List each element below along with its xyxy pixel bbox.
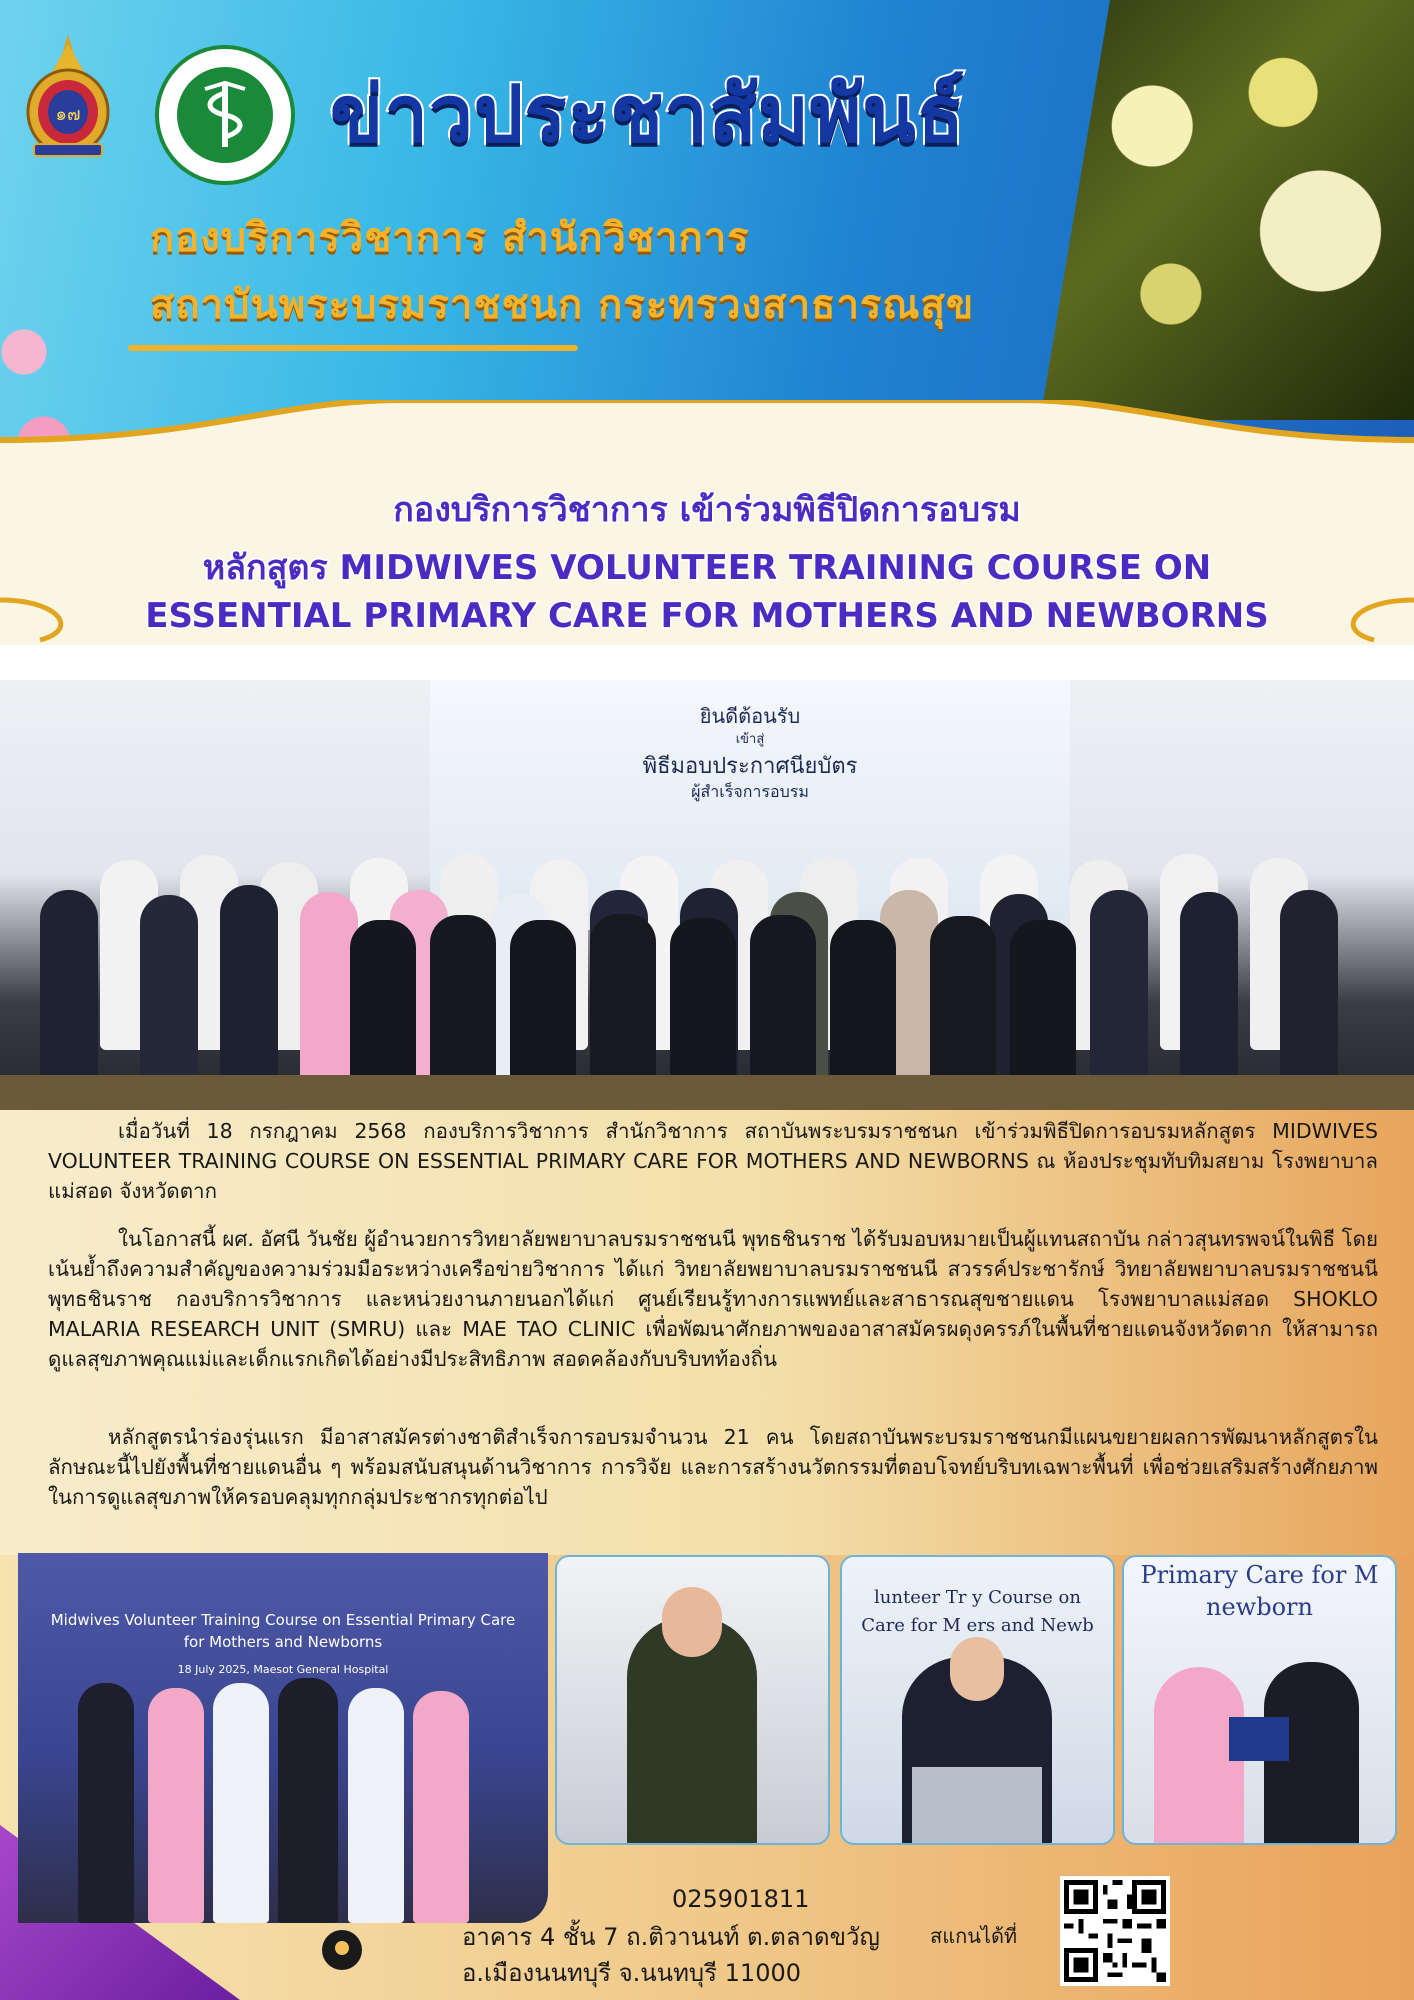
headline-line-2: หลักสูตร MIDWIVES VOLUNTEER TRAINING COURSE ON	[202, 548, 1212, 588]
page-title: ข่าวประชาสัมพันธ์	[330, 70, 966, 160]
photo4-banner-line-1: Primary Care for M	[1140, 1561, 1379, 1589]
photo-speaker-2	[840, 1555, 1115, 1845]
contact-address-line-1: อาคาร 4 ชั้น 7 ถ.ติวานนท์ ต.ตลาดขวัญ	[462, 1923, 880, 1951]
photo-speaker-1	[555, 1555, 830, 1845]
headline-line-3: ESSENTIAL PRIMARY CARE FOR MOTHERS AND NEWBORNS	[145, 596, 1269, 636]
screen-text-ceremony: พิธีมอบประกาศนียบัตร	[642, 754, 858, 779]
photo1-banner-line-1: Midwives Volunteer Training Course on Essential Primary Care	[50, 1611, 516, 1629]
qr-code[interactable]	[1060, 1876, 1170, 1986]
moph-logo	[155, 45, 295, 185]
institute-seal-logo	[20, 32, 116, 162]
article-paragraph-2: ในโอกาสนี้ ผศ. อัศนี วันชัย ผู้อำนวยการวิทยาลัยพยาบาลบรมราชชนนี พุทธชินราช ได้รับมอบหมายเป็นผู้แทนสถาบัน กล่าวสุนทรพจน์ในพิธี โดยเน้นย้ำถึงความสำคัญของความร่วมมือระหว่างเครือข่ายวิชาการ ได้แก่ วิทยาลัยพยาบาลบรมราชชนนี สวรรค์ประชารักษ์ วิทยาลัยพยาบาลบรมราชชนนี พุทธชินราช กองบริการวิชาการ และหน่วยงานภายนอกได้แก่ ศูนย์เรียนรู้ทางการแพทย์และสาธารณสุขชายแดน โรงพยาบาลแม่สอด SHOKLO MALARIA RESEARCH UNIT (SMRU) และ MAE TAO CLINIC เพื่อพัฒนาศักยภาพของอาสาสมัครผดุงครรภ์ในพื้นที่ชายแดนจังหวัดตาก ให้สามารถดูแลสุขภาพคุณแม่และเด็กแรกเกิดได้อย่างมีประสิทธิภาพ สอดคล้องกับบริบทท้องถิ่น	[48, 1227, 1378, 1371]
location-pin-icon	[322, 1930, 362, 1970]
article-body	[0, 1110, 1414, 1555]
contact-address-line-2: อ.เมืองนนทบุรี จ.นนทบุรี 11000	[462, 1959, 802, 1987]
group-photo	[0, 680, 1414, 1110]
photo3-banner-line-2: Care for M ers and Newb	[861, 1615, 1094, 1636]
carpet	[0, 1075, 1414, 1110]
screen-text-welcome: ยินดีต้อนรับ	[699, 704, 801, 728]
screen-text-graduates: ผู้สำเร็จการอบรม	[691, 782, 809, 801]
screen-text-enter: เข้าสู่	[735, 732, 765, 747]
photo-group-banner	[18, 1553, 548, 1923]
contact-phone: 025901811	[672, 1885, 810, 1913]
department-line-2: สถาบันพระบรมราชชนก กระทรวงสาธารณสุข	[150, 282, 975, 328]
svg-text:๑๗: ๑๗	[55, 104, 81, 125]
scan-label: สแกนได้ที่	[930, 1924, 1018, 1948]
photo1-banner-line-2: for Mothers and Newborns	[183, 1633, 383, 1651]
photo4-banner-line-2: newborn	[1206, 1593, 1313, 1621]
gold-divider	[128, 345, 578, 351]
headline-line-1: กองบริการวิชาการ เข้าร่วมพิธีปิดการอบรม	[393, 490, 1021, 530]
photo3-banner-line-1: lunteer Tr y Course on	[874, 1587, 1081, 1608]
article-paragraph-3: หลักสูตรนำร่องรุ่นแรก มีอาสาสมัครต่างชาติสำเร็จการอบรมจำนวน 21 คน โดยสถาบันพระบรมราชชนกมีแผนขยายผลการพัฒนาหลักสูตรในลักษณะนี้ไปยังพื้นที่ชายแดนอื่น ๆ พร้อมสนับสนุนด้านวิชาการ การวิจัย และการสร้างนวัตกรรมที่ตอบโจทย์บริบทเฉพาะพื้นที่ เพื่อช่วยเสริมสร้างศักยภาพในการดูแลสุขภาพให้ครอบคลุมทุกกลุ่มประชากรทุกต่อไป	[48, 1425, 1378, 1509]
photo-certificate	[1122, 1555, 1397, 1845]
department-line-1: กองบริการวิชาการ สำนักวิชาการ	[150, 215, 750, 261]
article-paragraph-1: เมื่อวันที่ 18 กรกฎาคม 2568 กองบริการวิชาการ สำนักวิชาการ สถาบันพระบรมราชชนก เข้าร่วมพิธีปิดการอบรมหลักสูตร MIDWIVES VOLUNTEER TRAINING COURSE ON ESSENTIAL PRIMARY CARE FOR MOTHERS AND NEWBORNS ณ ห้องประชุมทับทิมสยาม โรงพยาบาลแม่สอด จังหวัดตาก	[48, 1119, 1378, 1203]
photo1-banner-date: 18 July 2025, Maesot General Hospital	[177, 1663, 389, 1676]
